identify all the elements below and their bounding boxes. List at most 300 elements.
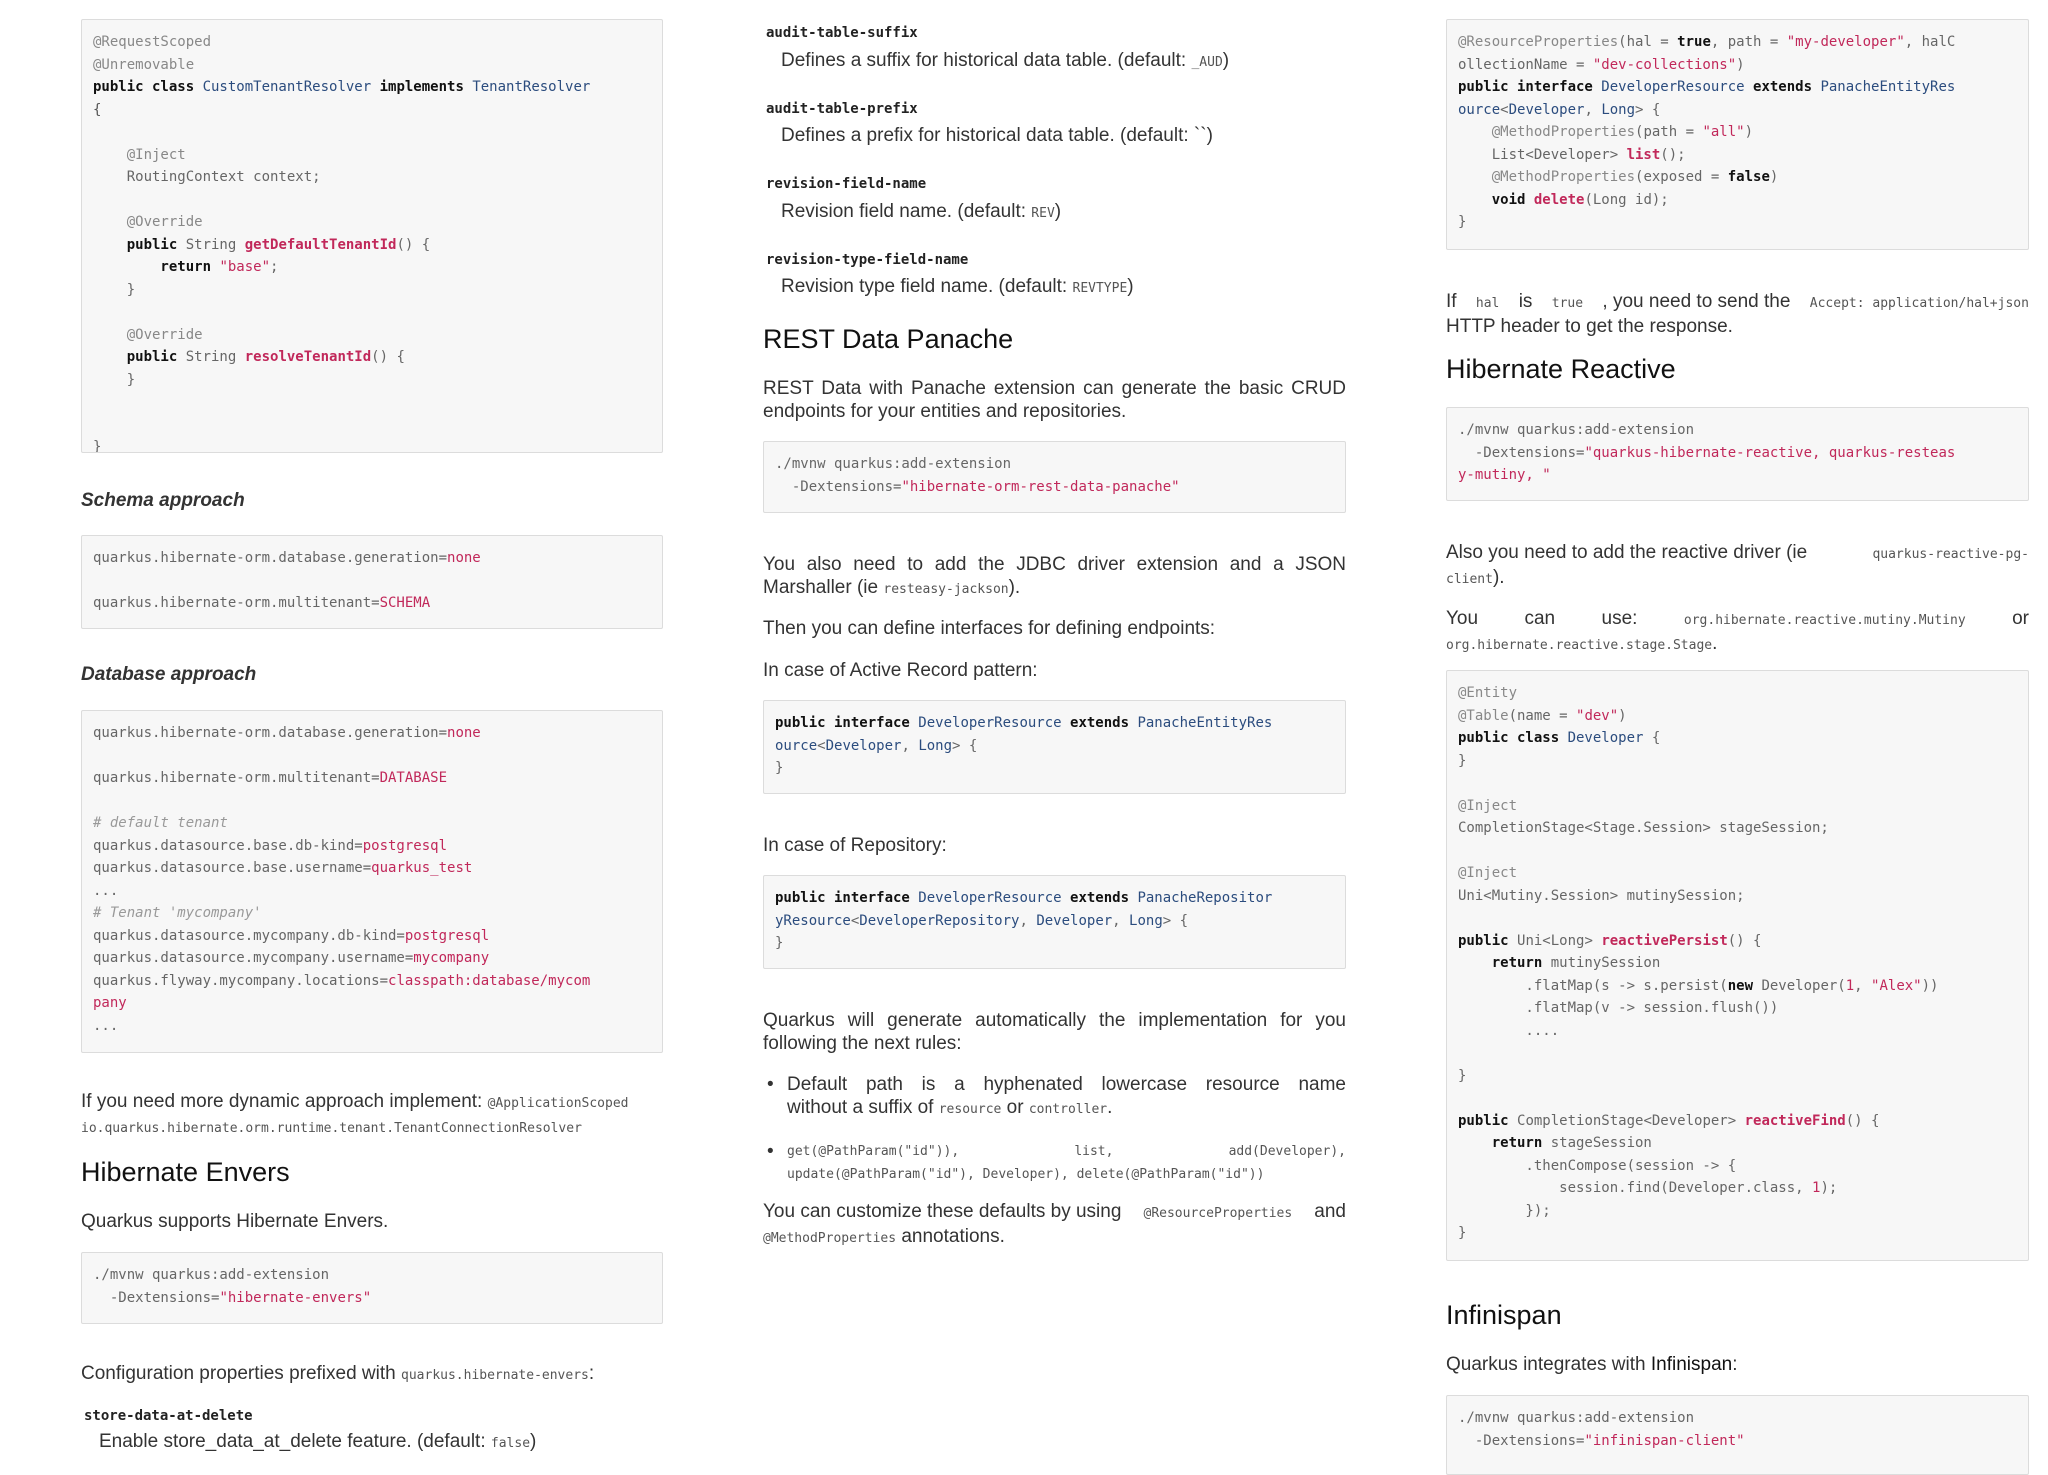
code-token: (path = — [1635, 124, 1703, 140]
code-token: @Inject — [1458, 865, 1518, 881]
inline-code-resource: resource — [938, 1102, 1002, 1117]
code-block-infinispan-extension — [1446, 1395, 2029, 1475]
code-line — [1458, 727, 2017, 750]
def-rev-close: ) — [1054, 201, 1062, 222]
code-token: @Inject — [1458, 797, 1518, 814]
code-line — [93, 902, 651, 925]
code-token: return — [1458, 955, 1551, 971]
code-line — [1458, 1132, 2017, 1155]
code-line — [1458, 1200, 2017, 1223]
code-token: CompletionStage<Stage.Session> stageSession; — [1458, 820, 1829, 836]
def-rev-text: Revision field name. (default: — [781, 201, 1027, 222]
code-token: public class — [93, 79, 203, 95]
code-token: CustomTenantResolver — [202, 79, 372, 95]
code-token: getDefaultTenantId — [244, 236, 397, 253]
code-block-envers-extension — [81, 1252, 663, 1324]
code-token: ) — [1618, 707, 1627, 724]
code-line — [1458, 442, 2017, 465]
code-token: public — [1458, 1112, 1518, 1129]
code-line — [1458, 795, 2017, 818]
driver-line1 — [1446, 541, 2029, 566]
code-token: Long — [918, 737, 953, 754]
code-line — [775, 887, 1334, 910]
code-token: new — [1727, 977, 1762, 994]
code-token: quarkus.datasource.base.username= — [93, 860, 372, 876]
code-block-database-config — [81, 710, 663, 1053]
code-line — [93, 1015, 651, 1038]
code-token: Long — [1129, 912, 1163, 929]
code-token: @RequestScoped — [93, 34, 212, 50]
code-token: (name = — [1508, 707, 1577, 724]
code-token: } — [93, 281, 136, 298]
code-token: > { — [1635, 101, 1661, 118]
code-token: none — [447, 550, 481, 566]
code-line — [1458, 682, 2017, 705]
def-revision-type-field-name — [781, 275, 1346, 300]
code-token: , path = — [1710, 34, 1787, 50]
code-token: Uni<Long> — [1517, 932, 1602, 949]
heading-hibernate-envers: Hibernate Envers — [81, 1157, 290, 1187]
dynamic-approach-label: If you need more dynamic approach implement: — [81, 1091, 483, 1112]
repository-text: In case of Repository: — [763, 835, 947, 856]
code-line — [93, 301, 651, 324]
code-token: "dev-collections" — [1592, 56, 1737, 73]
inline-code-envers-prefix: quarkus.hibernate-envers — [401, 1368, 589, 1383]
def-audit-table-suffix — [781, 49, 1346, 74]
code-line — [93, 835, 651, 858]
def-suffix-text: Defines a suffix for historical data table. (default: — [781, 50, 1187, 71]
code-line — [93, 970, 651, 993]
code-token: .... — [1458, 1022, 1560, 1039]
code-line — [1458, 99, 2017, 122]
hal-line2: HTTP header to get the response. — [1446, 316, 1733, 337]
driver-label: Also you need to add the reactive driver (ie — [1446, 542, 1808, 563]
code-line — [775, 476, 1334, 499]
code-line — [1458, 1177, 2017, 1200]
code-line — [93, 547, 651, 570]
config-colon: : — [588, 1363, 595, 1384]
code-line — [1458, 952, 2017, 975]
inline-code-accept-header: Accept: application/hal+json — [1809, 296, 2029, 311]
code-token: reactiveFind — [1744, 1112, 1846, 1129]
code-line — [775, 735, 1334, 758]
code-token: @MethodProperties — [1458, 124, 1636, 140]
code-token: } — [775, 760, 784, 776]
code-token: } — [1458, 1067, 1467, 1084]
code-line — [1458, 1020, 2017, 1043]
code-token: "hibernate-orm-rest-data-panache" — [901, 478, 1180, 495]
code-line — [93, 992, 651, 1015]
code-token: (exposed = — [1635, 169, 1728, 185]
code-token: -Dextensions= — [1458, 1432, 1585, 1449]
code-token: Developer( — [1761, 977, 1846, 994]
code-token: # Tenant 'mycompany' — [93, 905, 262, 921]
code-token: .flatMap(s -> s.persist( — [1458, 977, 1728, 994]
code-token: 1 — [1845, 977, 1855, 994]
code-line — [1458, 817, 2017, 840]
code-line — [93, 592, 651, 615]
code-line — [93, 76, 651, 99]
code-line — [93, 857, 651, 880]
code-token: ... — [93, 1017, 119, 1034]
code-token: ource — [1458, 101, 1501, 118]
code-token: , halC — [1904, 34, 1956, 50]
jdbc-driver-label: You also need to add the JDBC driver extension and a JSON Marshaller (ie — [763, 554, 1346, 598]
code-token: extends — [1061, 715, 1138, 731]
inline-code-tenant-connection-resolver: io.quarkus.hibernate.orm.runtime.tenant.TenantConnectionResolver — [81, 1121, 582, 1136]
code-line — [1458, 54, 2017, 77]
code-line — [1458, 750, 2017, 773]
code-token: return — [1458, 1135, 1551, 1151]
heading-rest-data-panache: REST Data Panache — [763, 324, 1014, 354]
heading-database-approach: Database approach — [81, 664, 257, 685]
code-token: { — [93, 101, 102, 118]
code-token: "infinispan-client" — [1584, 1432, 1745, 1449]
inline-code-mutiny: org.hibernate.reactive.mutiny.Mutiny — [1683, 613, 1966, 628]
code-token: )) — [1921, 977, 1939, 994]
reactive-driver-text — [1446, 541, 2029, 591]
config-properties-text — [81, 1362, 663, 1387]
code-line — [1458, 31, 2017, 54]
code-token: TenantResolver — [472, 79, 591, 95]
use-can: can — [1524, 608, 1556, 629]
inline-code-update-delete: update(@PathParam("id"), Developer), delete(@PathParam("id")) — [787, 1167, 1265, 1182]
inline-code-reactive-pg: quarkus-reactive-pg- — [1872, 547, 2029, 562]
inline-code-add: add(Developer), — [1228, 1144, 1346, 1159]
inline-code-controller: controller — [1028, 1102, 1108, 1117]
code-block-rest-extension — [763, 441, 1346, 513]
code-token: @Table — [1458, 707, 1509, 724]
rules-text: Quarkus will generate automatically the implementation for you following the next rules: — [763, 1010, 1346, 1054]
def-suffix-close: ) — [1222, 50, 1230, 71]
code-line — [93, 947, 651, 970]
code-line — [1458, 1110, 2017, 1133]
code-block-reactive-extension — [1446, 407, 2029, 501]
code-token: resolveTenantId — [244, 349, 372, 365]
code-token: # default tenant — [93, 815, 228, 831]
code-token: public class — [1458, 730, 1568, 746]
code-line — [1458, 840, 2017, 863]
code-token: RoutingContext context; — [93, 169, 321, 185]
def-store-text: Enable store_data_at_delete feature. (default: — [99, 1431, 486, 1452]
code-line — [1458, 885, 2017, 908]
def-audit-table-prefix: Defines a prefix for historical data table. (default: ``) — [781, 125, 1213, 146]
envers-intro-text: Quarkus supports Hibernate Envers. — [81, 1211, 389, 1232]
code-token: > { — [952, 737, 978, 754]
inline-code-stage: org.hibernate.reactive.stage.Stage — [1446, 638, 1713, 653]
code-token: } — [1458, 1225, 1467, 1241]
code-token: List<Developer> — [1458, 146, 1627, 163]
inline-code-methodproperties: @MethodProperties — [763, 1231, 897, 1246]
code-token: list — [1626, 146, 1661, 163]
code-block-active-record — [763, 700, 1346, 794]
code-line — [93, 436, 651, 453]
code-line — [1458, 464, 2017, 487]
code-token: () { — [1727, 932, 1762, 949]
code-token: "base" — [219, 259, 271, 275]
jdbc-close: ). — [1008, 577, 1021, 598]
code-token: @Inject — [93, 146, 186, 163]
code-line — [93, 570, 651, 593]
code-token: ./mvnw quarkus:add-extension — [1458, 1410, 1695, 1426]
def-revtype-close: ) — [1127, 276, 1134, 297]
hal-line1 — [1446, 290, 2029, 315]
code-token: -Dextensions= — [1458, 444, 1585, 461]
code-token: Long — [1601, 101, 1636, 118]
code-token: ./mvnw quarkus:add-extension — [93, 1267, 330, 1283]
code-token: true — [1677, 34, 1711, 50]
code-line — [93, 211, 651, 234]
bullet1-dot: . — [1107, 1097, 1113, 1118]
code-token: return — [93, 259, 220, 275]
hal-if: If — [1446, 291, 1457, 312]
code-line — [93, 279, 651, 302]
customize-text — [763, 1200, 1346, 1250]
code-line — [93, 391, 651, 414]
code-line — [775, 453, 1334, 476]
code-token: stageSession — [1550, 1135, 1652, 1151]
code-token: public — [1458, 932, 1518, 949]
code-token: }); — [1458, 1202, 1551, 1219]
code-line — [1458, 144, 2017, 167]
inline-code-false: false — [490, 1436, 531, 1451]
use-or: or — [2012, 608, 2029, 629]
code-token: ... — [93, 882, 119, 899]
code-token: implements — [371, 79, 473, 95]
term-audit-table-suffix: audit-table-suffix — [766, 25, 918, 41]
code-token: "hibernate-envers" — [219, 1289, 372, 1306]
def-store-data-at-delete — [99, 1430, 663, 1455]
code-token: classpath:database/mycom — [388, 972, 591, 989]
rest-intro-text: REST Data with Panache extension can generate the basic CRUD endpoints for your entities and repositories. — [763, 378, 1346, 422]
code-token: SCHEMA — [379, 595, 431, 611]
inline-code-get: • get(@PathParam("id")), — [787, 1144, 960, 1159]
define-interfaces-text: Then you can define interfaces for defining endpoints: — [763, 618, 1216, 639]
code-token: () { — [396, 236, 431, 253]
code-token: (); — [1660, 146, 1686, 163]
code-token: "all" — [1702, 124, 1745, 140]
code-token: Developer — [1567, 730, 1644, 746]
code-line — [1458, 1065, 2017, 1088]
code-token: @Unremovable — [93, 56, 195, 73]
code-token: , — [1112, 912, 1130, 929]
infinispan-text — [1446, 1353, 2029, 1376]
code-token: -Dextensions= — [775, 478, 902, 495]
code-line — [1458, 930, 2017, 953]
code-line — [93, 256, 651, 279]
code-line — [93, 189, 651, 212]
code-token: @Override — [93, 326, 203, 343]
code-token: DeveloperRepository — [859, 912, 1020, 929]
code-token: extends — [1061, 890, 1138, 906]
code-token: ); — [1820, 1180, 1838, 1196]
code-line — [93, 745, 651, 768]
code-token: "Alex" — [1871, 977, 1922, 994]
code-token: } — [1458, 214, 1467, 230]
code-token: { — [1643, 730, 1661, 746]
code-token: "dev" — [1576, 707, 1619, 724]
use-mutiny-text — [1446, 607, 2029, 657]
code-token: < — [850, 912, 860, 929]
code-token: Developer — [825, 737, 902, 754]
code-token: } — [775, 935, 784, 951]
code-line — [93, 166, 651, 189]
code-token: PanacheEntityRes — [1820, 79, 1956, 95]
inline-code-resourceproperties: @ResourceProperties — [1143, 1206, 1293, 1221]
code-line — [1458, 1087, 2017, 1110]
code-token: , — [901, 737, 919, 754]
inline-code-rev: REV — [1031, 206, 1055, 221]
inline-code-resteasy-jackson: resteasy-jackson — [883, 582, 1009, 597]
active-record-text: In case of Active Record pattern: — [763, 660, 1038, 681]
code-token: "quarkus-hibernate-reactive, quarkus-resteas — [1584, 444, 1956, 461]
code-token: postgresql — [362, 837, 448, 854]
code-line — [775, 712, 1334, 735]
code-token: quarkus.hibernate-orm.database.generation= — [93, 550, 448, 566]
hal-need-send: , you need to send the — [1602, 291, 1791, 312]
bullet2-line1 — [787, 1140, 1346, 1163]
code-token: void — [1458, 191, 1534, 208]
heading-schema-approach: Schema approach — [81, 490, 245, 511]
code-line — [93, 767, 651, 790]
code-line — [93, 324, 651, 347]
inline-code-list: list, — [1074, 1144, 1114, 1159]
code-line — [1458, 166, 2017, 189]
code-line — [93, 1264, 651, 1287]
inline-code-aud: _AUD — [1191, 55, 1223, 70]
code-token: ource — [775, 737, 818, 754]
code-token: mycompany — [413, 950, 490, 966]
code-token: none — [447, 725, 481, 741]
code-line — [1458, 705, 2017, 728]
code-line — [93, 144, 651, 167]
code-line — [1458, 1407, 2017, 1430]
code-token: > { — [1162, 912, 1189, 929]
inline-code-client: client — [1446, 572, 1493, 587]
code-line — [1458, 76, 2017, 99]
code-token: quarkus.datasource.mycompany.username= — [93, 950, 414, 966]
code-token: (Long id); — [1584, 191, 1669, 208]
heading-hibernate-reactive: Hibernate Reactive — [1446, 354, 1676, 384]
def-revtype-text: Revision type field name. (default: — [781, 276, 1068, 297]
code-line — [775, 757, 1334, 780]
code-token: } — [93, 439, 102, 453]
hal-is: is — [1518, 291, 1533, 312]
code-token: postgresql — [404, 927, 490, 944]
code-token: quarkus.datasource.mycompany.db-kind= — [93, 927, 405, 944]
code-line — [93, 121, 651, 144]
code-token: @ResourceProperties — [1458, 34, 1619, 50]
code-token: , — [1584, 101, 1602, 118]
code-token: ./mvnw quarkus:add-extension — [1458, 422, 1695, 438]
code-line — [93, 925, 651, 948]
code-line — [1458, 772, 2017, 795]
list-item-methods — [787, 1140, 1346, 1186]
code-token: DeveloperResource — [918, 890, 1062, 906]
code-line — [1458, 997, 2017, 1020]
customize-line1 — [763, 1200, 1346, 1225]
inline-code-applicationscoped: @ApplicationScoped — [487, 1096, 629, 1111]
code-line — [93, 54, 651, 77]
code-token: extends — [1744, 79, 1821, 95]
term-revision-type-field-name: revision-type-field-name — [766, 252, 969, 268]
code-token: .thenCompose(session -> { — [1458, 1157, 1737, 1174]
infinispan-colon: : — [1732, 1354, 1738, 1375]
def-revision-field-name — [781, 200, 1346, 225]
code-line — [1458, 1155, 2017, 1178]
code-line — [1458, 189, 2017, 212]
code-token: ollectionName = — [1458, 56, 1593, 73]
code-line — [93, 99, 651, 122]
code-token: CompletionStage<Developer> — [1517, 1112, 1745, 1129]
code-token: Developer — [1036, 912, 1113, 929]
code-token: (hal = — [1618, 34, 1678, 50]
code-token: } — [1458, 752, 1467, 769]
code-line — [1458, 1430, 2017, 1453]
code-token: () { — [1845, 1112, 1880, 1129]
code-token: public interface — [1458, 79, 1602, 95]
code-line — [775, 932, 1334, 955]
bullet1-line1: • Default path is a hyphenated lowercase resource name — [787, 1074, 1346, 1095]
code-token: session.find(Developer.class, — [1458, 1180, 1813, 1196]
customize-and: and — [1314, 1201, 1346, 1222]
code-line — [1458, 975, 2017, 998]
def-store-close: ) — [530, 1431, 537, 1452]
code-line — [93, 31, 651, 54]
jdbc-driver-text — [763, 553, 1346, 601]
infinispan-link[interactable]: Infinispan — [1650, 1354, 1733, 1375]
code-token: y-mutiny, " — [1458, 467, 1551, 483]
inline-code-revtype: REVTYPE — [1072, 281, 1128, 296]
bullet1-line2: without a suffix of — [787, 1097, 934, 1118]
code-token: .flatMap(v -> session.flush()) — [1458, 1000, 1779, 1016]
code-line — [93, 880, 651, 903]
code-line — [93, 812, 651, 835]
code-line — [93, 346, 651, 369]
code-token: quarkus_test — [371, 860, 473, 876]
code-token: public interface — [775, 715, 919, 731]
inline-code-true: true — [1551, 296, 1584, 311]
code-block-repository — [763, 875, 1346, 969]
code-token: Developer — [1508, 101, 1585, 118]
term-audit-table-prefix: audit-table-prefix — [766, 101, 918, 117]
code-token: quarkus.hibernate-orm.database.generation= — [93, 725, 448, 741]
code-line — [1458, 419, 2017, 442]
code-token: DATABASE — [379, 770, 448, 786]
code-line — [1458, 862, 2017, 885]
code-line — [1458, 1222, 2017, 1245]
code-token: , — [1019, 912, 1037, 929]
code-token: quarkus.hibernate-orm.multitenant= — [93, 770, 380, 786]
use-you: You — [1446, 608, 1479, 629]
code-token: mutinySession — [1550, 955, 1661, 971]
code-line — [775, 910, 1334, 933]
code-line — [93, 722, 651, 745]
code-token: delete — [1533, 191, 1585, 208]
use-dot: . — [1712, 633, 1718, 654]
code-block-tenant-resolver — [81, 19, 663, 453]
code-token: ) — [1736, 56, 1745, 73]
code-token: ./mvnw quarkus:add-extension — [775, 456, 1012, 472]
code-token: @Override — [93, 214, 203, 230]
code-token: quarkus.datasource.base.db-kind= — [93, 837, 363, 854]
code-token: , — [1854, 977, 1872, 994]
code-token: DeveloperResource — [1601, 79, 1745, 95]
code-token: PanacheRepositor — [1137, 890, 1273, 906]
code-token: 1 — [1812, 1180, 1821, 1196]
use-line1 — [1446, 607, 2029, 632]
code-token: PanacheEntityRes — [1137, 715, 1273, 731]
